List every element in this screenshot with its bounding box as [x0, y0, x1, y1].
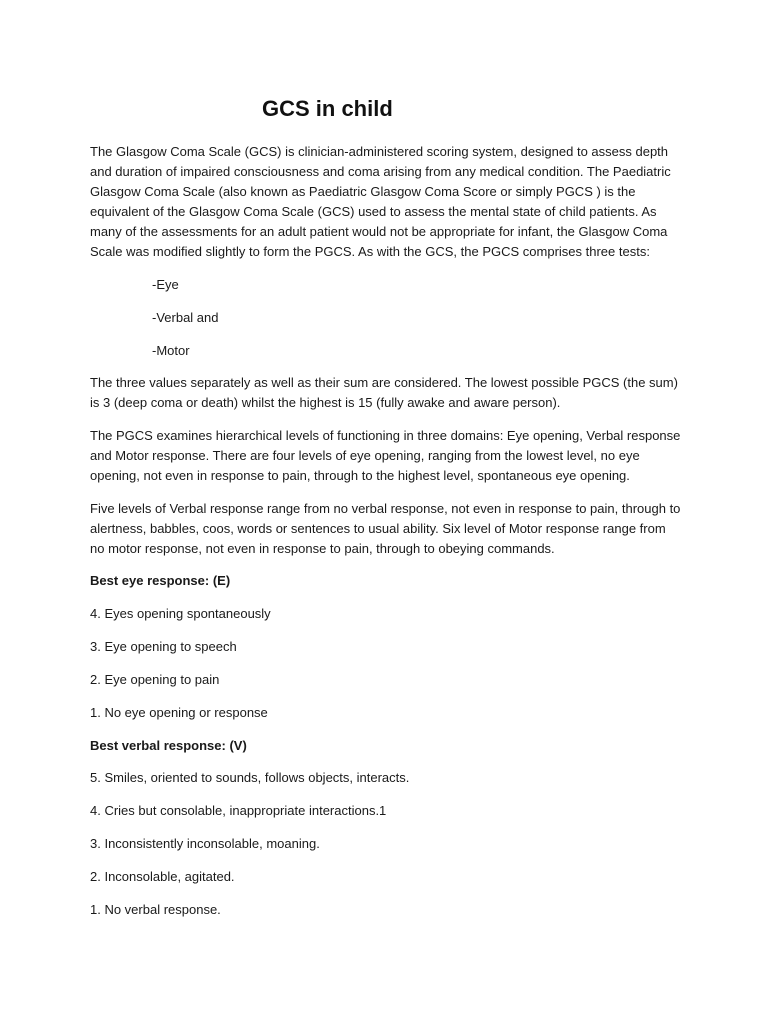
verbal-item: 2. Inconsolable, agitated. — [90, 869, 235, 884]
sum-paragraph: The three values separately as well as their sum are considered. The lowest possible PGCS (the sum) is 3 (deep coma or death) whilst the highest is 15 (fully awake and aware person). — [90, 375, 678, 410]
verbal-item: 4. Cries but consolable, inappropriate interactions.1 — [90, 803, 387, 818]
eye-item: 1. No eye opening or response — [90, 705, 268, 720]
verbal-item: 1. No verbal response. — [90, 902, 221, 917]
test-item-eye: -Eye — [152, 277, 179, 292]
eye-item: 4. Eyes opening spontaneously — [90, 606, 271, 621]
test-item-motor: -Motor — [152, 343, 190, 358]
eye-response-heading: Best eye response: (E) — [90, 573, 231, 588]
page-title: GCS in child — [262, 96, 393, 121]
intro-paragraph: The Glasgow Coma Scale (GCS) is clinician-administered scoring system, designed to assess depth and duration of impaired consciousness and coma arising from any medical condition. The Paediatric Glasgow Coma Scale (also known as Paediatric Glasgow Coma Score or simply PGCS ) is the equivalent of the Glasgow Coma Scale (GCS) used to assess the mental state of child patients. As many of the assessments for an adult patient would not be appropriate for infant, the Glasgow Coma Scale was modified slightly to form the PGCS. As with the GCS, the PGCS comprises three tests: — [90, 144, 671, 259]
verbal-motor-paragraph: Five levels of Verbal response range from no verbal response, not even in response to pain, through to alertness, babbles, coos, words or sentences to usual ability. Six level of Motor response range from no motor response, not even in response to pain, through to obeying commands. — [90, 501, 681, 556]
levels-paragraph: The PGCS examines hierarchical levels of functioning in three domains: Eye opening, Verbal response and Motor response. There are four levels of eye opening, ranging from the lowest level, no eye opening, not even in response to pain, through to the highest level, spontaneous eye opening. — [90, 428, 681, 483]
eye-item: 2. Eye opening to pain — [90, 672, 220, 687]
verbal-item: 5. Smiles, oriented to sounds, follows objects, interacts. — [90, 770, 410, 785]
test-item-verbal: -Verbal and — [152, 310, 219, 325]
verbal-response-heading: Best verbal response: (V) — [90, 738, 247, 753]
verbal-item: 3. Inconsistently inconsolable, moaning. — [90, 836, 320, 851]
eye-item: 3. Eye opening to speech — [90, 639, 237, 654]
